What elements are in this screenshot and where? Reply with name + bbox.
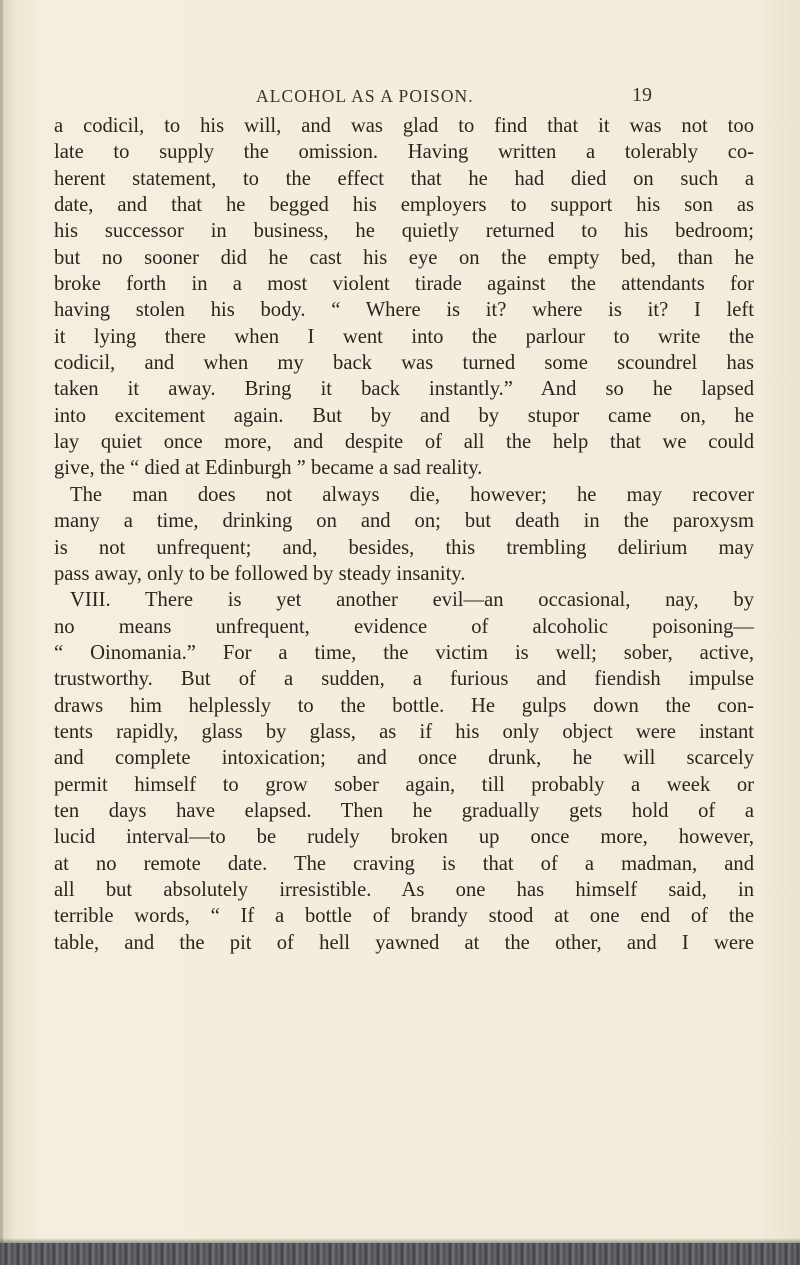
text-line: late to supply the omission. Having written a tolerably co- bbox=[54, 141, 754, 164]
text-line: his successor in business, he quietly returned to his bedroom; bbox=[54, 220, 754, 243]
page-header bbox=[0, 84, 800, 110]
text-line: it lying there when I went into the parlour to write the bbox=[54, 325, 754, 348]
text-line: herent statement, to the effect that he had died on such a bbox=[54, 167, 754, 190]
text-line: and complete intoxication; and once drunk, he will scarcely bbox=[54, 747, 754, 770]
text-line: draws him helplessly to the bottle. He gulps down the con- bbox=[54, 694, 754, 717]
text-line: permit himself to grow sober again, till probably a week or bbox=[54, 773, 754, 796]
text-line: terrible words, “ If a bottle of brandy stood at one end of the bbox=[54, 905, 754, 928]
running-head: ALCOHOL AS A POISON. bbox=[256, 86, 474, 106]
text-line: a codicil, to his will, and was glad to find that it was not too bbox=[54, 115, 754, 137]
text-line: many a time, drinking on and on; but death in the paroxysm bbox=[54, 510, 754, 533]
text-line: lucid interval—to be rudely broken up once more, however, bbox=[54, 826, 754, 849]
text-line: but no sooner did he cast his eye on the empty bed, than he bbox=[54, 246, 754, 269]
text-line: lay quiet once more, and despite of all the help that we could bbox=[54, 431, 754, 454]
text-line: taken it away. Bring it back instantly.” And so he lapsed bbox=[54, 378, 754, 401]
text-line: broke forth in a most violent tirade against the attendants for bbox=[54, 273, 754, 296]
text-line: codicil, and when my back was turned some scoundrel has bbox=[54, 352, 754, 375]
text-line: ten days have elapsed. Then he gradually gets hold of a bbox=[54, 799, 754, 822]
text-line: pass away, only to be followed by steady insanity. bbox=[54, 562, 466, 585]
text-line: all but absolutely irresistible. As one has himself said, in bbox=[54, 878, 754, 901]
text-line: tents rapidly, glass by glass, as if his only object were instant bbox=[54, 720, 754, 743]
scan-bottom-edge bbox=[0, 1243, 800, 1265]
text-line: “ Oinomania.” For a time, the victim is well; sober, active, bbox=[54, 641, 754, 664]
text-line: having stolen his body. “ Where is it? where is it? I left bbox=[54, 299, 754, 322]
text-line: The man does not always die, however; he may recover bbox=[70, 483, 754, 506]
text-line: into excitement again. But by and by stupor came on, he bbox=[54, 404, 754, 427]
text-line: date, and that he begged his employers to support his son as bbox=[54, 194, 754, 217]
text-line: trustworthy. But of a sudden, a furious and fiendish impulse bbox=[54, 668, 754, 691]
page-number: 19 bbox=[632, 84, 652, 106]
text-line: table, and the pit of hell yawned at the other, and I were bbox=[54, 931, 754, 954]
text-line: VIII. There is yet another evil—an occasional, nay, by bbox=[70, 589, 754, 612]
body-text bbox=[54, 113, 754, 956]
text-line: no means unfrequent, evidence of alcoholic poisoning— bbox=[54, 615, 754, 638]
text-line: at no remote date. The craving is that of a madman, and bbox=[54, 852, 754, 875]
page-gutter-edge bbox=[0, 0, 3, 1265]
text-line: give, the “ died at Edinburgh ” became a sad reality. bbox=[54, 457, 483, 480]
text-line: is not unfrequent; and, besides, this trembling delirium may bbox=[54, 536, 754, 559]
